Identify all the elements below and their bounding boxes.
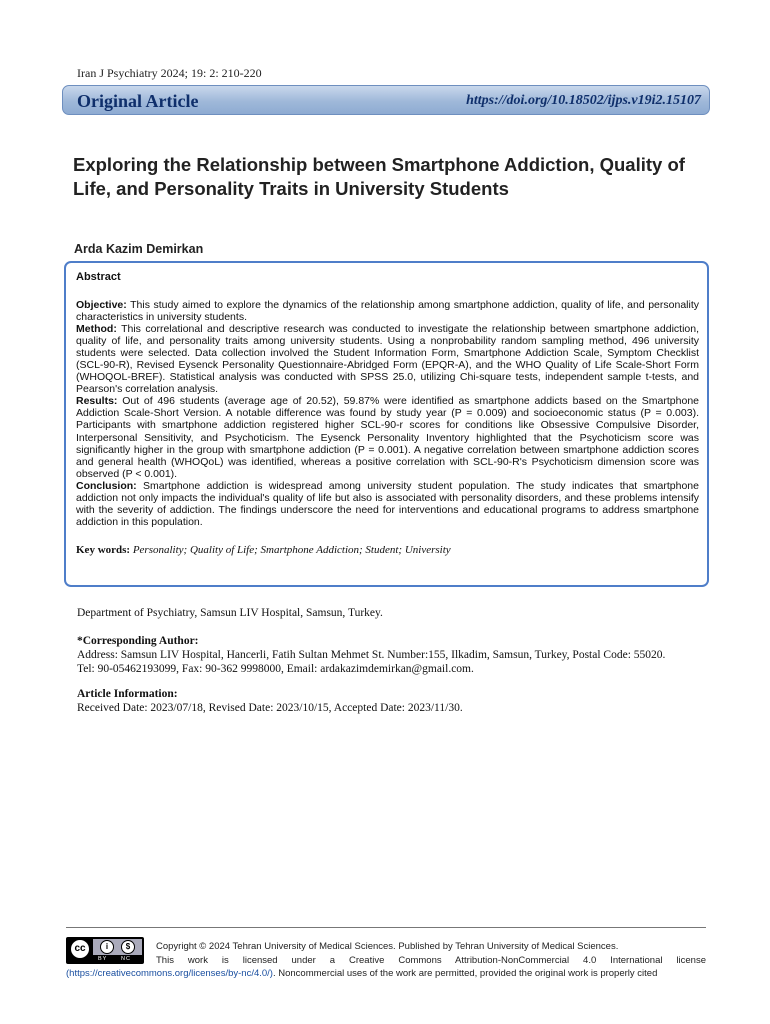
cc-icon: cc <box>69 938 91 960</box>
article-information <box>77 687 717 715</box>
abstract-heading: Abstract <box>76 271 121 283</box>
objective-label: Objective: <box>76 299 127 311</box>
corresponding-author <box>77 634 717 676</box>
cc-nc-text: NC <box>121 956 131 962</box>
corresponding-label: *Corresponding Author: <box>77 635 199 647</box>
conclusion-label: Conclusion: <box>76 479 137 492</box>
footer-divider <box>66 927 706 928</box>
author-name: Arda Kazim Demirkan <box>74 242 204 256</box>
license-detail <box>66 968 657 979</box>
noncommercial-icon: $ <box>121 940 135 954</box>
conclusion-text: Smartphone addiction is widespread among university student population. The study indicates that smartphone addiction not only impacts the individual's quality of life but also is associated with personality disorders, and these problems intensify with the severity of addiction. The findings underscore the need for interventions and educational programs to address smartphone addiction in this population. <box>76 479 699 528</box>
affiliation: Department of Psychiatry, Samsun LIV Hospital, Samsun, Turkey. <box>77 607 383 619</box>
article-info-label: Article Information: <box>77 688 178 700</box>
method-text: This correlational and descriptive research was conducted to investigate the relationship between smartphone addiction, quality of life, and personality traits among university students. Using a nonprobability random sampling method, 496 university students were selected. Data collection involved the Student Information Form, Smartphone Addiction Scale, Symptom Checklist (SCL-90-R), Revised Eysenck Personality Questionnaire-Abridged Form (EPQR-A), and the WHO Quality of Life Scale-Short Form (WHOQOL-BREF). Statistical analysis was conducted with SPSS 25.0, utilizing Chi-square tests, independent sample t-tests, and Pearson's correlation analysis. <box>76 323 699 396</box>
article-banner <box>62 85 710 115</box>
objective-text: This study aimed to explore the dynamics of the relationship among smartphone addiction, quality of life, and personality characteristics in university students. <box>76 299 699 324</box>
journal-citation: Iran J Psychiatry 2024; 19: 2: 210-220 <box>77 66 262 80</box>
cc-by-nc-license-icon[interactable] <box>66 937 144 964</box>
copyright-line: Copyright © 2024 Tehran University of Medical Sciences. Published by Tehran University of Medical Sciences. <box>156 941 619 952</box>
article-info-dates: Received Date: 2023/07/18, Revised Date: 2023/10/15, Accepted Date: 2023/11/30. <box>77 702 463 714</box>
results-text: Out of 496 students (average age of 20.52), 59.87% were identified as smartphone addicts based on the Smartphone Addiction Scale-Short Version. A notable difference was found by study year (P = 0.009) and socioeconomic status (P = 0.003). Participants with smartphone addiction registered higher SCL-90-r scores for conditions like Obsessive Compulsive Disorder, Interpersonal Sensitivity, and Psychoticism. The Eysenck Personality Inventory highlighted that the Psychoticism score was significantly higher in the group with smartphone addiction (P = 0.001). A negative correlation between smartphone addiction scores and general health (WHOQoL) was identified, whereas a positive correlation with SCL-90-R's Psychoticism dimension score was observed (P < 0.001). <box>76 395 699 480</box>
abstract-box <box>64 261 709 587</box>
doi-link[interactable]: https://doi.org/10.18502/ijps.v19i2.15107 <box>466 93 701 108</box>
corresponding-address: Address: Samsun LIV Hospital, Hancerli, Fatih Sultan Mehmet St. Number:155, Ilkadim, Samsun, Turkey, Postal Code: 55020. <box>77 649 666 661</box>
license-tail: . Noncommercial uses of the work are permitted, provided the original work is properly cited <box>272 968 658 979</box>
abstract-body <box>76 299 699 528</box>
license-line: This work is licensed under a Creative Commons Attribution-NonCommercial 4.0 International license <box>156 955 706 966</box>
keywords-text: Personality; Quality of Life; Smartphone Addiction; Student; University <box>130 543 451 556</box>
attribution-icon: i <box>100 940 114 954</box>
method-label: Method: <box>76 323 117 336</box>
article-type: Original Article <box>77 91 199 111</box>
results-label: Results: <box>76 395 118 408</box>
license-link[interactable]: (https://creativecommons.org/licenses/by-nc/4.0/) <box>66 968 273 979</box>
article-title: Exploring the Relationship between Smartphone Addiction, Quality of Life, and Personality Traits in University Students <box>73 154 685 199</box>
corresponding-contact: Tel: 90-05462193099, Fax: 90-362 9998000, Email: ardakazimdemirkan@gmail.com. <box>77 663 474 675</box>
keywords <box>76 544 699 556</box>
cc-by-text: BY <box>98 956 108 962</box>
keywords-label: Key words: <box>76 543 131 556</box>
